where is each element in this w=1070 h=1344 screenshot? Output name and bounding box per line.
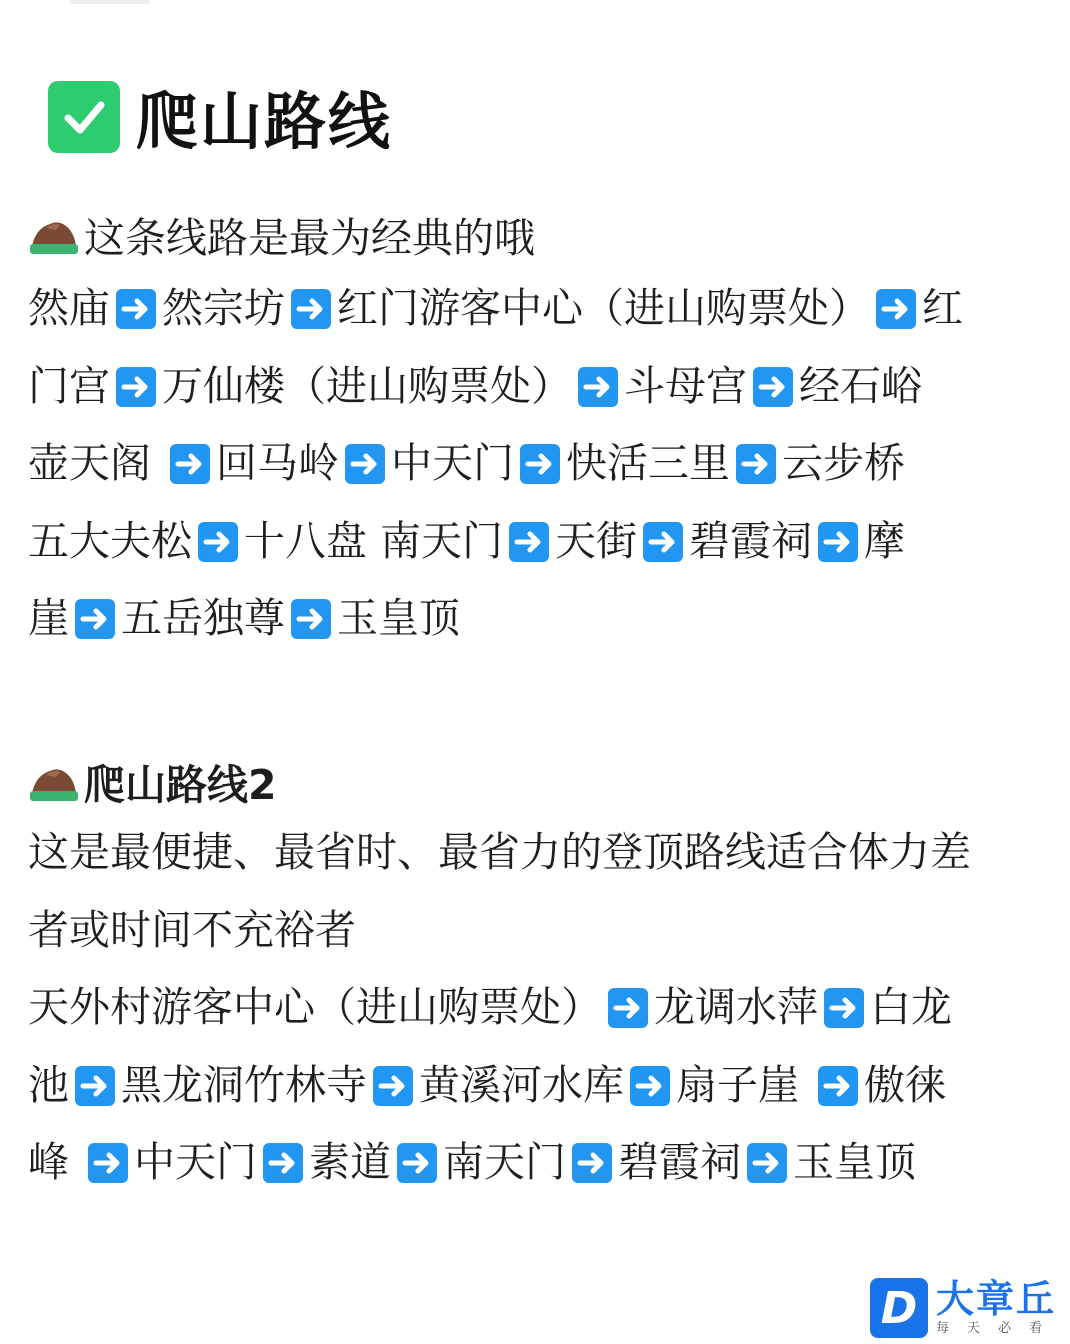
route-stop: 崖 (28, 594, 69, 642)
right-arrow-icon (876, 289, 916, 329)
right-arrow-icon (345, 444, 385, 484)
page-title: 爬山路线 (136, 85, 393, 158)
route-stop: 门宫 (28, 361, 110, 410)
route-stop: 玉皇顶 (337, 594, 460, 642)
right-arrow-icon (753, 367, 793, 407)
right-arrow-icon (630, 1066, 670, 1106)
right-arrow-icon (643, 522, 683, 562)
route-stop: 五岳独尊 (121, 594, 285, 642)
route-stop: 峰 (28, 1138, 83, 1186)
right-arrow-icon (373, 1066, 413, 1106)
route-stop: 素道 (309, 1138, 392, 1186)
right-arrow-icon (818, 522, 858, 562)
route-stop: 壶天阁 (28, 439, 165, 487)
route-stop: 然宗坊 (162, 284, 285, 332)
route-stop: 五大夫松 (28, 516, 192, 565)
route-stop: 天街 (555, 516, 638, 565)
route-stop: 南天门 (443, 1138, 567, 1186)
route-line (28, 348, 1038, 426)
mountain-icon (30, 763, 78, 801)
route-stop: 摩 (864, 516, 906, 565)
route-stop: 中天门 (391, 439, 515, 487)
right-arrow-icon (818, 1066, 858, 1106)
right-arrow-icon (75, 599, 115, 639)
section2-heading-text: 爬山路线2 (84, 761, 277, 809)
section1-heading-text: 这条线路是最为经典的哦 (84, 214, 535, 262)
route-stop: 白龙 (870, 983, 952, 1031)
check-mark-icon (48, 81, 120, 153)
right-arrow-icon (75, 1066, 115, 1106)
route-stop: 斗母宫 (624, 361, 747, 410)
watermark-text (936, 1278, 1060, 1338)
route-stop: 傲徕 (864, 1060, 947, 1109)
description-line: 者或时间不充裕者 (28, 905, 356, 954)
right-arrow-icon (520, 444, 560, 484)
watermark-slogan: 每天必看 (936, 1321, 1061, 1336)
right-arrow-icon (198, 522, 238, 562)
right-arrow-icon (170, 444, 210, 484)
route-stop: 然庙 (28, 284, 110, 332)
description-line: 这是最便捷、最省时、最省力的登顶路线适合体力差 (28, 828, 971, 876)
top-divider (70, 0, 150, 4)
route-stop: 经石峪 (799, 361, 922, 410)
title-row (48, 72, 392, 161)
right-arrow-icon (578, 367, 618, 407)
section2-description (28, 814, 1038, 969)
route-stop: 碧霞祠 (618, 1138, 742, 1186)
right-arrow-icon (116, 289, 156, 329)
route-stop: 玉皇顶 (793, 1138, 917, 1186)
route-stop: 万仙楼（进山购票处） (162, 361, 572, 410)
route-stop: 十八盘 南天门 (244, 516, 504, 565)
section1-route (28, 270, 1038, 658)
right-arrow-icon (116, 367, 156, 407)
right-arrow-icon (572, 1143, 612, 1183)
route-stop: 碧霞祠 (689, 516, 813, 565)
route-stop: 快活三里 (566, 439, 731, 487)
right-arrow-icon (291, 289, 331, 329)
watermark-name: 大章丘 (936, 1277, 1057, 1321)
route-line (28, 503, 1038, 581)
right-arrow-icon (736, 444, 776, 484)
route-line (28, 969, 1038, 1047)
route-line (28, 1124, 1038, 1202)
section1-heading (30, 205, 535, 264)
route-line (28, 1047, 1038, 1125)
watermark (870, 1278, 1070, 1344)
right-arrow-icon (747, 1143, 787, 1183)
route-stop: 黑龙洞竹林寺 (121, 1060, 367, 1109)
route-stop: 黄溪河水库 (419, 1060, 624, 1109)
mountain-icon (30, 216, 78, 254)
route-stop: 红门游客中心（进山购票处） (337, 284, 870, 332)
right-arrow-icon (291, 599, 331, 639)
route-line (28, 270, 1038, 348)
right-arrow-icon (824, 988, 864, 1028)
route-stop: 龙调水萍 (654, 983, 818, 1031)
route-stop: 天外村游客中心（进山购票处） (28, 983, 602, 1031)
route-line (28, 580, 1038, 658)
route-stop: 回马岭 (216, 439, 340, 487)
route-stop: 扇子崖 (676, 1060, 813, 1109)
right-arrow-icon (88, 1143, 128, 1183)
right-arrow-icon (397, 1143, 437, 1183)
right-arrow-icon (509, 522, 549, 562)
route-stop: 池 (28, 1060, 69, 1109)
route-stop: 红 (922, 284, 963, 332)
route-stop: 中天门 (134, 1138, 258, 1186)
right-arrow-icon (263, 1143, 303, 1183)
route-line (28, 425, 1038, 503)
section2-route (28, 969, 1038, 1202)
section2-heading (30, 752, 277, 811)
right-arrow-icon (608, 988, 648, 1028)
route-stop: 云步桥 (782, 439, 906, 487)
watermark-logo-icon: D (870, 1278, 928, 1338)
